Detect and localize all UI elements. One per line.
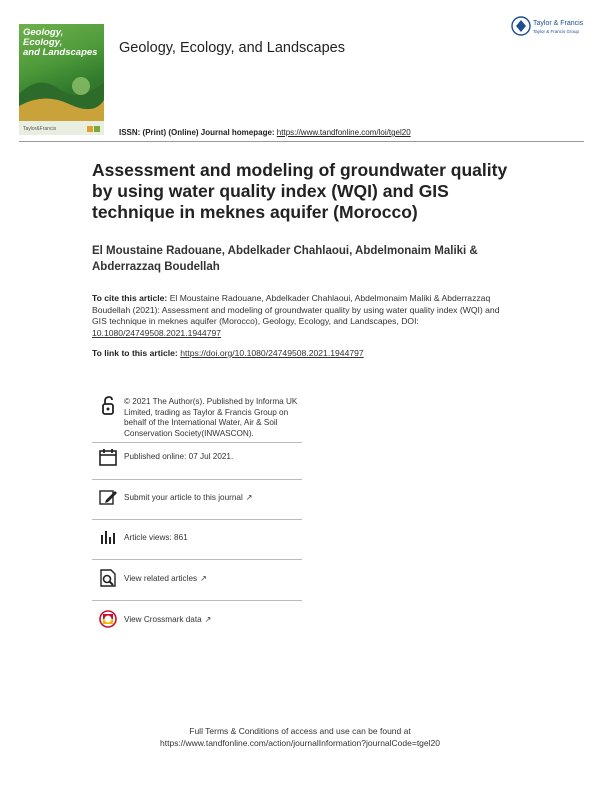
- cover-title-line1: Geology, Ecology,: [23, 27, 64, 48]
- citation-block: [92, 293, 512, 339]
- footer: [0, 725, 600, 749]
- edit-pencil-icon: [98, 487, 118, 507]
- citation-text: El Moustaine Radouane, Abdelkader Chahlaoui, Abdelmonaim Maliki & Abderrazzaq Boudellah (2021): Assessment and modeling of groundwater quality by using water quality index (WQI) and GIS technique in meknes aquifer (Morocco), Geology, Ecology, and Landscapes, DOI:: [92, 293, 500, 326]
- divider: [92, 519, 302, 520]
- citation-label: To cite this article:: [92, 293, 168, 303]
- cover-publisher: Taylor&Francis: [23, 126, 57, 132]
- open-access-lock-icon: [98, 395, 118, 415]
- related-articles-label[interactable]: View related articles: [124, 574, 198, 583]
- journal-cover-image: [19, 24, 104, 135]
- article-link-line: [92, 348, 364, 358]
- footer-terms-text: Full Terms & Conditions of access and use can be found at: [189, 726, 411, 736]
- header-divider: [19, 141, 584, 142]
- footer-terms-link[interactable]: https://www.tandfonline.com/action/journalInformation?journalCode=tgel20: [160, 738, 440, 748]
- divider: [92, 442, 302, 443]
- journal-name[interactable]: Geology, Ecology, and Landscapes: [119, 40, 345, 56]
- external-link-icon: ↗: [204, 615, 212, 624]
- cover-title: [23, 28, 104, 58]
- article-views: Article views: 861: [124, 533, 188, 542]
- divider: [92, 559, 302, 560]
- submit-row[interactable]: [92, 487, 302, 509]
- article-doi-url[interactable]: https://doi.org/10.1080/24749508.2021.1944797: [180, 348, 364, 358]
- article-title: Assessment and modeling of groundwater quality by using water quality index (WQI) and GIS technique in meknes aquifer (Morocco): [92, 160, 508, 222]
- divider: [92, 479, 302, 480]
- crossmark-link[interactable]: [124, 615, 304, 626]
- citation-doi-link[interactable]: 10.1080/24749508.2021.1944797: [92, 327, 222, 338]
- crossmark-icon: [98, 609, 118, 629]
- article-authors: El Moustaine Radouane, Abdelkader Chahlaoui, Abdelmonaim Maliki & Abderrazzaq Boudellah: [92, 245, 478, 273]
- related-articles-link[interactable]: [124, 574, 304, 585]
- submit-article-label[interactable]: Submit your article to this journal: [124, 493, 243, 502]
- journal-homepage-link[interactable]: https://www.tandfonline.com/loi/tgel20: [276, 128, 411, 137]
- crossmark-label[interactable]: View Crossmark data: [124, 615, 202, 624]
- cover-logo-square: [94, 126, 100, 132]
- external-link-icon: ↗: [245, 493, 253, 502]
- divider: [92, 600, 302, 601]
- calendar-icon: [98, 447, 118, 467]
- article-link-label: To link to this article:: [92, 348, 178, 358]
- license-row: [92, 395, 302, 437]
- views-row: [92, 527, 302, 549]
- logo-text-line1: Taylor & Francis: [533, 20, 584, 27]
- related-row[interactable]: [92, 568, 302, 590]
- issn-label: ISSN: (Print) (Online) Journal homepage:: [119, 128, 275, 137]
- published-date: Published online: 07 Jul 2021.: [124, 452, 234, 461]
- logo-text-line2: Taylor & Francis Group: [533, 29, 580, 34]
- cover-title-line2: and Landscapes: [23, 47, 98, 58]
- crossmark-row[interactable]: [92, 609, 302, 631]
- taylor-francis-logo-icon[interactable]: [510, 14, 585, 40]
- related-articles-icon: [98, 568, 118, 588]
- submit-article-link[interactable]: [124, 493, 304, 504]
- bar-chart-icon: [98, 527, 118, 547]
- license-text: © 2021 The Author(s). Published by Informa UK Limited, trading as Taylor & Francis Group on behalf of the International Water, Air & Soil Conservation Society(INWASCON).: [124, 397, 298, 438]
- cover-logo-square: [87, 126, 93, 132]
- external-link-icon: ↗: [200, 574, 207, 583]
- cover-landscape-art: [19, 64, 104, 124]
- issn-line: [119, 128, 411, 137]
- published-row: [92, 447, 302, 469]
